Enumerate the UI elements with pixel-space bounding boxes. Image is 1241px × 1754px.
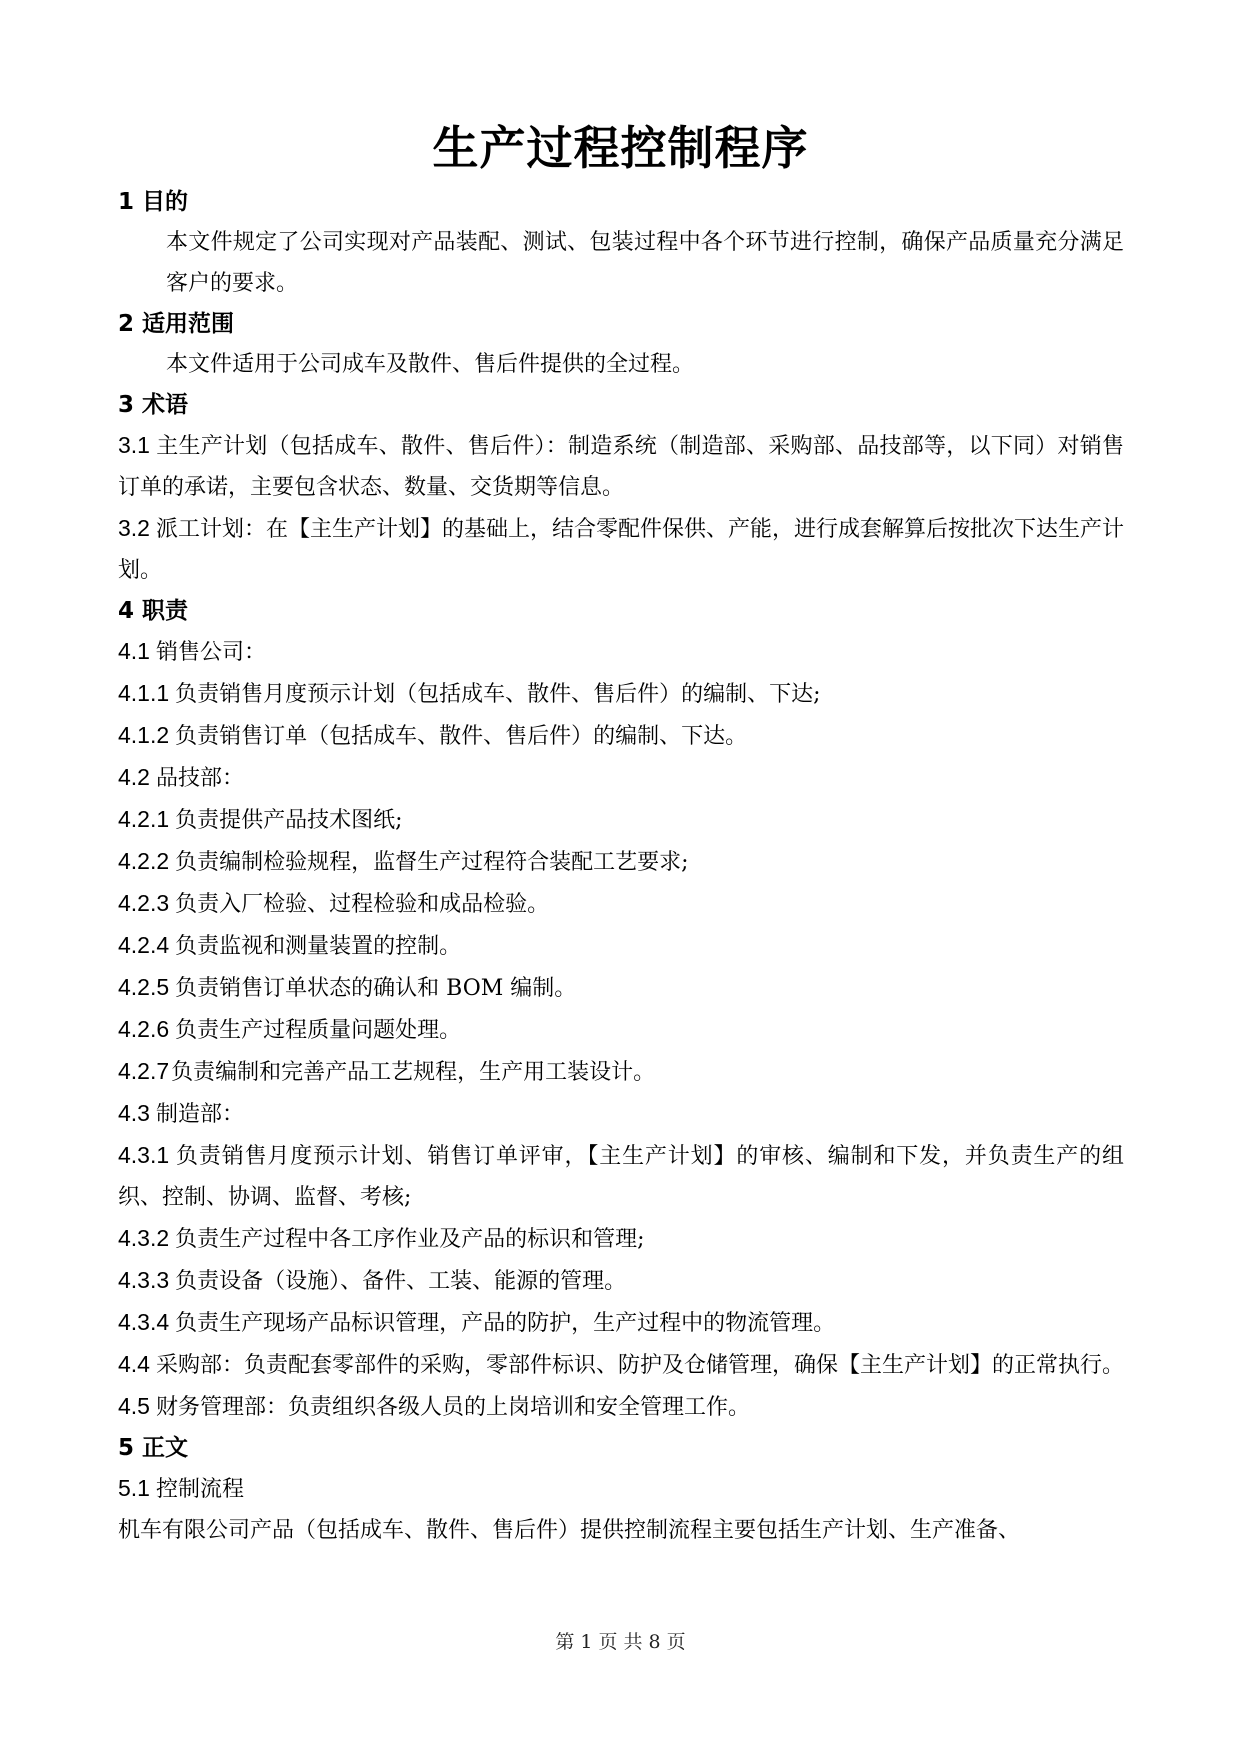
item-number: 4.3.4 xyxy=(118,1309,170,1335)
section-heading-responsibilities: 4 职责 xyxy=(118,598,189,624)
item-number: 4.1.1 xyxy=(118,680,170,706)
item-text: 负责生产过程中各工序作业及产品的标识和管理; xyxy=(175,1227,645,1252)
resp-4-2-3 xyxy=(118,883,1124,925)
item-number: 4.2.5 xyxy=(118,974,170,1000)
item-number: 4.2 xyxy=(118,764,150,790)
item-text: 主生产计划（包括成车、散件、售后件）：制造系统（制造部、采购部、品技部等，以下同）对销售订单的承诺，主要包含状态、数量、交货期等信息。 xyxy=(118,434,1124,500)
item-number: 3.2 xyxy=(118,515,150,541)
document-body xyxy=(118,182,1124,1551)
term-3-1 xyxy=(118,425,1124,508)
paragraph-control-flow: 机车有限公司产品（包括成车、散件、售后件）提供控制流程主要包括生产计划、生产准备、 xyxy=(118,1518,1021,1543)
item-number: 4.3.1 xyxy=(118,1142,170,1168)
item-number: 4.2.7 xyxy=(118,1058,170,1084)
resp-4-1-2 xyxy=(118,715,1124,757)
item-number: 4.1 xyxy=(118,638,150,664)
item-text: 制造部： xyxy=(155,1102,244,1127)
item-text: 负责监视和测量装置的控制。 xyxy=(175,934,462,959)
paragraph-purpose: 本文件规定了公司实现对产品装配、测试、包装过程中各个环节进行控制，确保产品质量充分满足客户的要求。 xyxy=(166,230,1124,296)
item-text: 负责销售月度预示计划、销售订单评审，【主生产计划】的审核、编制和下发，并负责生产的组织、控制、协调、监督、考核; xyxy=(118,1144,1124,1210)
item-number: 4.5 xyxy=(118,1393,150,1419)
item-number: 4.3.3 xyxy=(118,1267,170,1293)
item-number: 4.2.6 xyxy=(118,1016,170,1042)
item-text: 财务管理部：负责组织各级人员的上岗培训和安全管理工作。 xyxy=(155,1395,750,1420)
resp-4-2-6 xyxy=(118,1009,1124,1051)
resp-4-3-4 xyxy=(118,1302,1124,1344)
item-text: 品技部： xyxy=(155,766,244,791)
resp-4-2-5 xyxy=(118,967,1124,1009)
section-heading-scope: 2 适用范围 xyxy=(118,311,235,337)
term-3-2 xyxy=(118,508,1124,591)
resp-4-2-4 xyxy=(118,925,1124,967)
item-text: 负责编制检验规程，监督生产过程符合装配工艺要求; xyxy=(175,850,689,875)
paragraph-scope: 本文件适用于公司成车及散件、售后件提供的全过程。 xyxy=(166,352,695,377)
resp-4-3-1 xyxy=(118,1135,1124,1218)
item-text: 负责入厂检验、过程检验和成品检验。 xyxy=(175,892,550,917)
item-number: 4.3.2 xyxy=(118,1225,170,1251)
item-text: 负责销售订单状态的确认和 BOM 编制。 xyxy=(175,976,577,1001)
resp-4-5 xyxy=(118,1386,1124,1428)
item-text: 负责生产过程质量问题处理。 xyxy=(175,1018,462,1043)
item-number: 4.4 xyxy=(118,1351,150,1377)
item-text: 负责编制和完善产品工艺规程，生产用工装设计。 xyxy=(171,1060,656,1085)
item-number: 4.2.2 xyxy=(118,848,170,874)
resp-4-1 xyxy=(118,631,1124,673)
resp-4-1-1 xyxy=(118,673,1124,715)
item-number: 4.2.4 xyxy=(118,932,170,958)
subsection-5-1 xyxy=(118,1468,1124,1510)
item-number: 3.1 xyxy=(118,432,150,458)
resp-4-2-1 xyxy=(118,799,1124,841)
item-text: 负责设备（设施）、备件、工装、能源的管理。 xyxy=(175,1269,627,1294)
item-text: 采购部：负责配套零部件的采购，零部件标识、防护及仓储管理，确保【主生产计划】的正常执行。 xyxy=(155,1353,1124,1378)
item-number: 4.3 xyxy=(118,1100,150,1126)
item-number: 4.2.3 xyxy=(118,890,170,916)
resp-4-4 xyxy=(118,1344,1124,1386)
item-text: 销售公司： xyxy=(155,640,266,665)
resp-4-3-3 xyxy=(118,1260,1124,1302)
resp-4-2-2 xyxy=(118,841,1124,883)
page-footer: 第 1 页 共 8 页 xyxy=(555,1631,686,1653)
item-text: 负责提供产品技术图纸; xyxy=(175,808,403,833)
item-text: 负责生产现场产品标识管理，产品的防护，生产过程中的物流管理。 xyxy=(175,1311,836,1336)
item-text: 负责销售月度预示计划（包括成车、散件、售后件）的编制、下达; xyxy=(175,682,821,707)
section-heading-purpose: 1 目的 xyxy=(118,189,189,215)
resp-4-2-7 xyxy=(118,1051,1124,1093)
resp-4-3-2 xyxy=(118,1218,1124,1260)
item-text: 负责销售订单（包括成车、散件、售后件）的编制、下达。 xyxy=(175,724,748,749)
resp-4-2 xyxy=(118,757,1124,799)
item-text: 派工计划：在【主生产计划】的基础上，结合零配件保供、产能，进行成套解算后按批次下达生产计划。 xyxy=(118,517,1124,583)
item-number: 4.1.2 xyxy=(118,722,170,748)
item-number: 4.2.1 xyxy=(118,806,170,832)
section-heading-terms: 3 术语 xyxy=(118,392,189,418)
item-text: 控制流程 xyxy=(155,1477,244,1502)
resp-4-3 xyxy=(118,1093,1124,1135)
document-title: 生产过程控制程序 xyxy=(432,121,809,175)
section-heading-main-text: 5 正文 xyxy=(118,1435,189,1461)
item-number: 5.1 xyxy=(118,1475,150,1501)
